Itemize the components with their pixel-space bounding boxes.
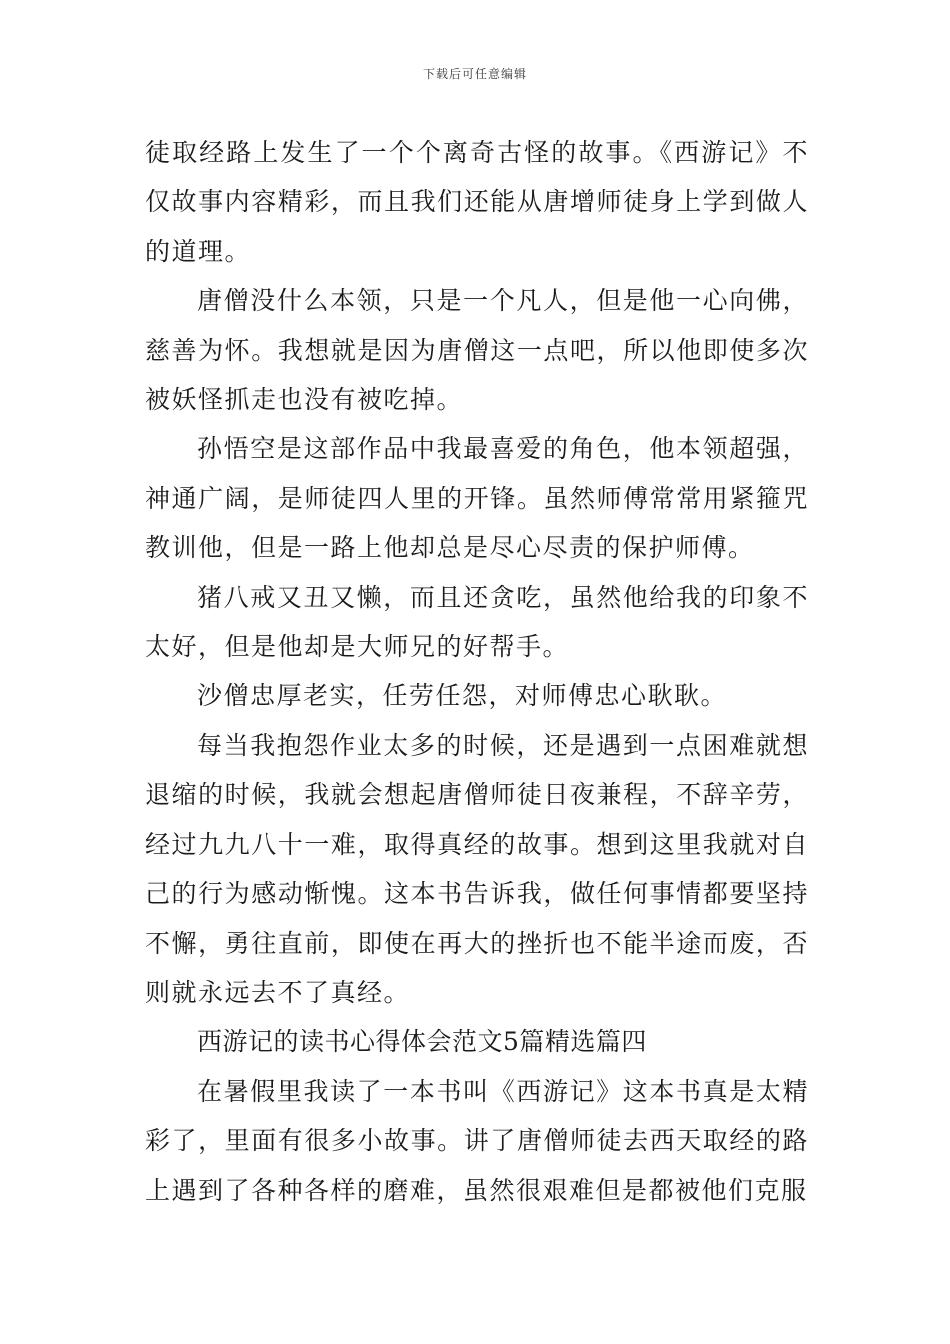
section-heading: 西游记的读书心得体会范文5篇精选篇四 (197, 1027, 647, 1057)
paragraph-3: 孙悟空是这部作品中我最喜爱的角色，他本领超强，神通广阔，是师徒四人里的开锋。虽然师傅常常用紧箍咒教训他，但是一路上他却总是尽心尽责的保护师傅。 (145, 434, 809, 563)
paragraph-1: 徒取经路上发生了一个个离奇古怪的故事。《西游记》不仅故事内容精彩，而且我们还能从唐增师徒身上学到做人的道理。 (145, 138, 809, 266)
paragraph-7: 在暑假里我读了一本书叫《西游记》这本书真是太精彩了，里面有很多小故事。讲了唐僧师徒去西天取经的路上遇到了各种各样的磨难，虽然很艰难但是都被他们克服 (145, 1076, 809, 1205)
document-body (145, 128, 809, 1215)
paragraph-2: 唐僧没什么本领，只是一个凡人，但是他一心向佛，慈善为怀。我想就是因为唐僧这一点吧，所以他即使多次被妖怪抓走也没有被吃掉。 (145, 286, 809, 415)
paragraph-4: 猪八戒又丑又懒，而且还贪吃，虽然他给我的印象不太好，但是他却是大师兄的好帮手。 (145, 582, 809, 662)
page-header: 下载后可任意编辑 (422, 67, 527, 81)
paragraph-5: 沙僧忠厚老实，任劳任怨，对师傅忠心耿耿。 (197, 681, 728, 711)
paragraph-6: 每当我抱怨作业太多的时候，还是遇到一点困难就想退缩的时候，我就会想起唐僧师徒日夜兼程，不辞辛劳，经过九九八十一难，取得真经的故事。想到这里我就对自己的行为感动惭愧。这本书告诉我，做任何事情都要坚持不懈，勇往直前，即使在再大的挫折也不能半途而废，否则就永远去不了真经。 (145, 730, 809, 1007)
